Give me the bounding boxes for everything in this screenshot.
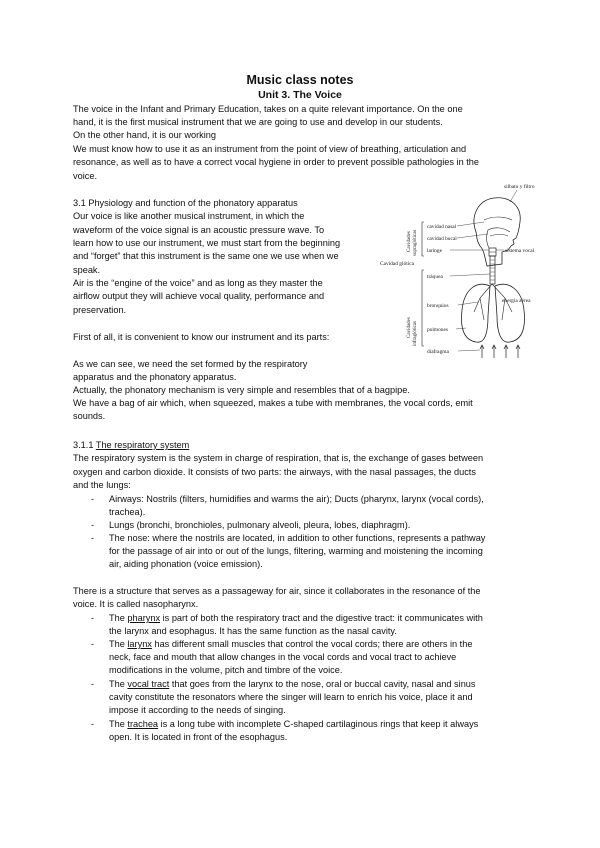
vocal-tract-item: The vocal tract that goes from the larynx to the nose, oral or buccal cavity, nasal and sinus (109, 679, 476, 689)
bullet-dash: - (91, 639, 95, 649)
section-line: learn how to use our instrument, we must start from the beginning (73, 238, 341, 248)
label-cavidades-infra-2: infraglóticas (413, 321, 418, 346)
subsection-number: 3.1.1 (73, 440, 96, 450)
unit-heading: Unit 3. The Voice (258, 89, 342, 101)
label-pulmones: pulmones (427, 327, 448, 333)
section-line: Our voice is like another musical instrument, in which the (73, 211, 305, 221)
respiratory-line: The respiratory system is the system in charge of respiration, that is, the exchange of gases between (73, 453, 484, 463)
section-line: As we can see, we need the set formed by the respiratory (73, 359, 308, 369)
label-bronquios: bronquios (427, 303, 449, 309)
intro-line: resonance, as well as to have a correct vocal hygiene in order to prevent possible pathologies in the (73, 157, 480, 167)
section-line: speak. (73, 265, 101, 275)
bullet-dash: - (91, 719, 95, 729)
label-diafragma: diafragma (427, 349, 449, 355)
label-traquea: tráquea (427, 274, 443, 280)
label-cavidades-supra-2: supraglóticas (413, 229, 418, 256)
section-line: Air is the “engine of the voice” and as long as they master the (73, 278, 323, 288)
document-title: Music class notes (246, 73, 354, 87)
respiratory-line: oxygen and carbon dioxide. It consists of two parts: the airways, with the nasal passages, the ducts (73, 467, 476, 477)
naso-line: voice. It is called nasopharynx. (73, 599, 199, 609)
label-laringe: laringe (427, 248, 442, 254)
pharynx-term: pharynx (127, 613, 161, 623)
section-line: airflow output they will achieve vocal quality, performance and (73, 291, 325, 301)
bullet-line: The nose: where the nostrils are located, in addition to other functions, represents a pathway (109, 533, 486, 543)
label-cavidades-supra-1: Cavidades (407, 231, 412, 252)
naso-line: There is a structure that serves as a passageway for air, since it collaborates in the resonance of the (73, 586, 481, 596)
bullet-dash: - (91, 533, 95, 543)
bullet-dash: - (91, 613, 95, 623)
bullet-dash: - (91, 520, 95, 530)
section-line: apparatus and the phonatory apparatus. (73, 372, 237, 382)
bullet-dash: - (91, 494, 95, 504)
vocal-tract-term: vocal tract (127, 679, 170, 689)
bullet-line: trachea). (109, 507, 146, 517)
intro-line: voice. (73, 171, 98, 181)
bullet-line: the larynx and esophagus. It has the same function as the nasal cavity. (109, 626, 397, 636)
intro-line: hand, it is the first musical instrument that we are going to use and develop in our students. (73, 117, 443, 127)
label-cavidades-infra-1: Cavidades (407, 317, 412, 338)
bullet-dash: - (91, 679, 95, 689)
respiratory-line: and the lungs: (73, 480, 131, 490)
label-cavidad-bucal: cavidad bucal (427, 236, 457, 242)
bullet-line: Airways: Nostrils (filters, humidifies and warms the air); Ducts (pharynx, larynx (vocal cords), (109, 494, 484, 504)
intro-line: On the other hand, it is our working (73, 130, 216, 140)
bullet-line: impose it according to the needs of singing. (109, 705, 286, 715)
section-line: and “forget” that this instrument is the same one we use when we (73, 251, 339, 261)
intro-line: We must know how to use it as an instrument from the point of view of breathing, articulation and (73, 144, 467, 154)
label-cavidad-nasal: cavidad nasal (427, 224, 457, 230)
bullet-line: modifications in the volume, pitch and timbre of the voice. (109, 665, 343, 675)
subsection-heading (73, 439, 189, 452)
bullet-line: air, aiding phonation (voice emission). (109, 559, 263, 569)
bullet-line: open. It is located in front of the esophagus. (109, 732, 288, 742)
section-line: We have a bag of air which, when squeezed, makes a tube with membranes, the vocal cords, emit (73, 398, 473, 408)
label-sistema-vocal: sistema vocal (505, 248, 535, 254)
bullet-line: Lungs (bronchi, bronchioles, pulmonary alveoli, pleura, lobes, diaphragm). (109, 520, 411, 530)
bullet-line: cavity constitute the resonators where the singer will learn to enrich his voice, place it and (109, 692, 473, 702)
larynx-item: The larynx has different small muscles that control the vocal cords; there are others in the (109, 639, 473, 649)
trachea-term: trachea (127, 719, 159, 729)
label-silbato: silbato y filtro (504, 184, 535, 190)
phonatory-apparatus-diagram (380, 184, 542, 360)
section-line: Actually, the phonatory mechanism is very simple and resembles that of a bagpipe. (73, 385, 410, 395)
section-line: sounds. (73, 411, 106, 421)
larynx-term: larynx (127, 639, 152, 649)
bullet-line: neck, face and mouth that allow changes in the vocal cords and vocal tract to achieve (109, 652, 457, 662)
intro-line: The voice in the Infant and Primary Education, takes on a quite relevant importance. On the one (73, 104, 463, 114)
pharynx-item: The pharynx is part of both the respiratory tract and the digestive tract: it communicates with (109, 613, 483, 623)
section-heading: 3.1 Physiology and function of the phonatory apparatus (73, 198, 298, 208)
label-cavidad-glotica: Cavidad glótica (380, 261, 414, 267)
section-line: First of all, it is convenient to know our instrument and its parts: (73, 332, 330, 342)
section-line: waveform of the voice signal is an acoustic pressure wave. To (73, 225, 325, 235)
subsection-title: The respiratory system (95, 440, 190, 450)
label-energia-aerea: energía aérea (502, 298, 531, 304)
bullet-line: for the passage of air into or out of the lungs, filtering, warming and moistening the incoming (109, 546, 483, 556)
section-line: preservation. (73, 305, 127, 315)
trachea-item: The trachea is a long tube with incomplete C-shaped cartilaginous rings that keep it always (109, 719, 479, 729)
